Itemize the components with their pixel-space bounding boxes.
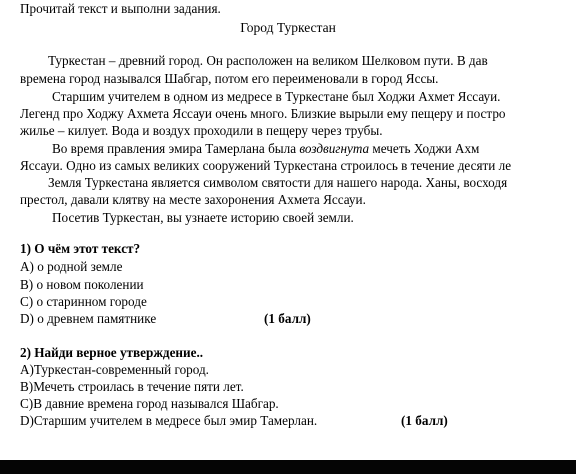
- question-1-option-c: C) о старинном городе: [20, 294, 147, 309]
- text-line-10: Посетив Туркестан, вы узнаете историю своей земли.: [52, 210, 354, 225]
- text-line-4: Легенд про Ходжу Ахмета Яссауи очень много. Близкие вырыли ему пещеру и постро: [20, 106, 506, 121]
- document-title: Город Туркестан: [240, 20, 336, 35]
- question-1-points: (1 балл): [264, 311, 311, 326]
- text-line-2: времена город назывался Шабгар, потом его переименовали в город Яссы.: [20, 71, 439, 86]
- question-2-heading: 2) Найди верное утверждение..: [20, 345, 204, 360]
- question-1-option-d: D) о древнем памятнике: [20, 311, 157, 326]
- text-line-1: Туркестан – древний город. Он расположен на великом Шелковом пути. В дав: [48, 53, 488, 68]
- text-line-9: престол, давали клятву на месте захоронения Ахмета Яссауи.: [20, 192, 366, 207]
- italic-word: воздвигнута: [299, 141, 370, 156]
- text-line-6-start: Во время правления эмира Тамерлана была: [52, 141, 300, 156]
- text-line-3: Старшим учителем в одном из медресе в Туркестане был Ходжи Ахмет Яссауи.: [52, 89, 501, 104]
- question-1-heading: 1) О чём этот текст?: [20, 241, 141, 256]
- text-line-8: Земля Туркестана является символом святости для нашего народа. Ханы, восходя: [48, 175, 508, 190]
- text-line-6: [52, 141, 479, 157]
- text-line-7: Яссауи. Одно из самых великих сооружений Туркестана строилось в течение десяти ле: [20, 158, 512, 173]
- question-2-option-d: D)Старшим учителем в медресе был эмир Тамерлан.: [20, 413, 318, 428]
- question-2-option-a: A)Туркестан-современный город.: [20, 362, 209, 377]
- question-2-option-b: B)Мечеть строилась в течение пяти лет.: [20, 379, 244, 394]
- text-line-6-end: мечеть Ходжи Ахм: [369, 141, 480, 156]
- question-2-points: (1 балл): [401, 413, 448, 428]
- question-2-option-c: C)В давние времена город назывался Шабгар.: [20, 396, 279, 411]
- instruction-text: Прочитай текст и выполни задания.: [20, 1, 221, 16]
- text-line-5: жилье – килует. Вода и воздух проходили в пещеру через трубы.: [20, 123, 383, 138]
- question-1-option-b: B) о новом поколении: [20, 277, 144, 292]
- question-1-option-a: A) о родной земле: [20, 259, 123, 274]
- bottom-black-bar: [0, 460, 576, 474]
